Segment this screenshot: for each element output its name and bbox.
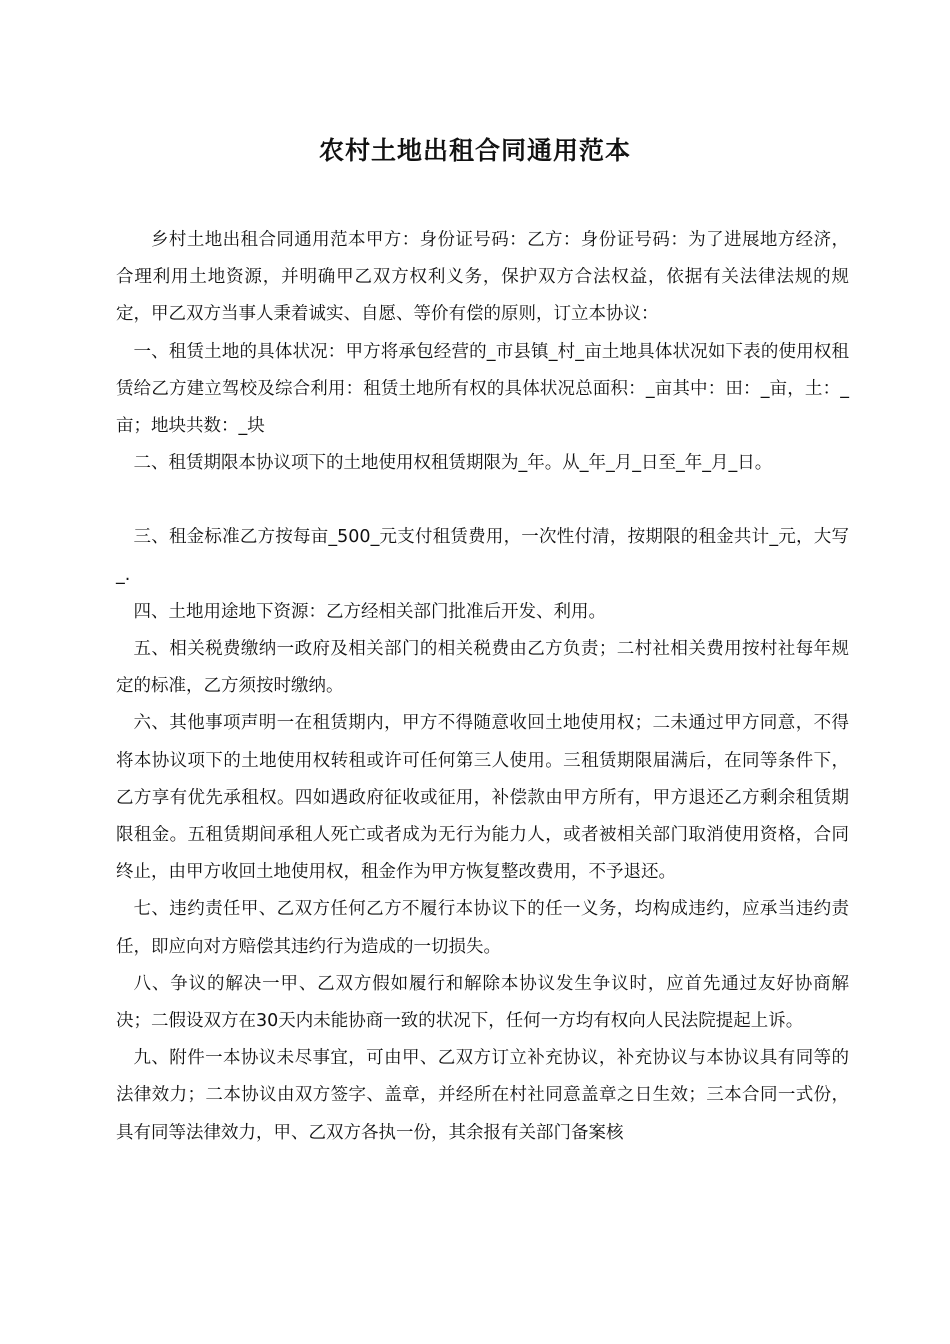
clause-5-taxes-fees: 五、相关税费缴纳一政府及相关部门的相关税费由乙方负责；二村社相关费用按村社每年规定的标准，乙方须按时缴纳。 (116, 639, 849, 697)
clause-8-dispute-resolution: 八、争议的解决一甲、乙双方假如履行和解除本协议发生争议时，应首先通过友好协商解决；二假设双方在30天内未能协商一致的状况下，任何一方均有权向人民法院提起上诉。 (116, 973, 849, 1032)
document-body (116, 222, 849, 1152)
clause-2-lease-term: 二、租赁期限本协议项下的土地使用权租赁期限为_年。从_年_月_日至_年_月_日。 (133, 453, 773, 474)
document-title: 农村土地出租合同通用范本 (318, 136, 631, 165)
clause-1-leased-land: 一、租赁土地的具体状况：甲方将承包经营的_市县镇_村_亩土地具体状况如下表的使用权租赁给乙方建立驾校及综合利用：租赁土地所有权的具体状况总面积：_亩其中：田：_亩，土：_亩；地块共数：_块 (116, 341, 849, 437)
clause-9-appendix: 九、附件一本协议未尽事宜，可由甲、乙双方订立补充协议，补充协议与本协议具有同等的法律效力；二本协议由双方签字、盖章，并经所在村社同意盖章之日生效；三本合同一式份，具有同等法律效力，甲、乙双方各执一份，其余报有关部门备案核 (116, 1048, 849, 1143)
clause-6-other-matters: 六、其他事项声明一在租赁期内，甲方不得随意收回土地使用权；二未通过甲方同意，不得将本协议项下的土地使用权转租或许可任何第三人使用。三租赁期限届满后，在同等条件下，乙方享有优先承租权。四如遇政府征收或征用，补偿款由甲方所有，甲方退还乙方剩余租赁期限租金。五租赁期间承租人死亡或者成为无行为能力人，或者被相关部门取消使用资格，合同终止，由甲方收回土地使用权，租金作为甲方恢复整改费用，不予退还。 (116, 713, 849, 883)
intro-paragraph: 乡村土地出租合同通用范本甲方：身份证号码：乙方：身份证号码：为了进展地方经济，合理利用土地资源，并明确甲乙双方权利义务，保护双方合法权益，依据有关法律法规的规定，甲乙双方当事人秉着诚实、自愿、等价有偿的原则，订立本协议： (116, 230, 849, 325)
clause-7-breach-liability: 七、违约责任甲、乙双方任何乙方不履行本协议下的任一义务，均构成违约，应承当违约责任，即应向对方赔偿其违约行为造成的一切损失。 (116, 899, 849, 957)
clause-3-rent: 三、租金标准乙方按每亩_500_元支付租赁费用，一次性付清，按期限的租金共计_元，大写_. (116, 527, 849, 585)
clause-4-land-use: 四、土地用途地下资源：乙方经相关部门批准后开发、利用。 (133, 601, 606, 622)
